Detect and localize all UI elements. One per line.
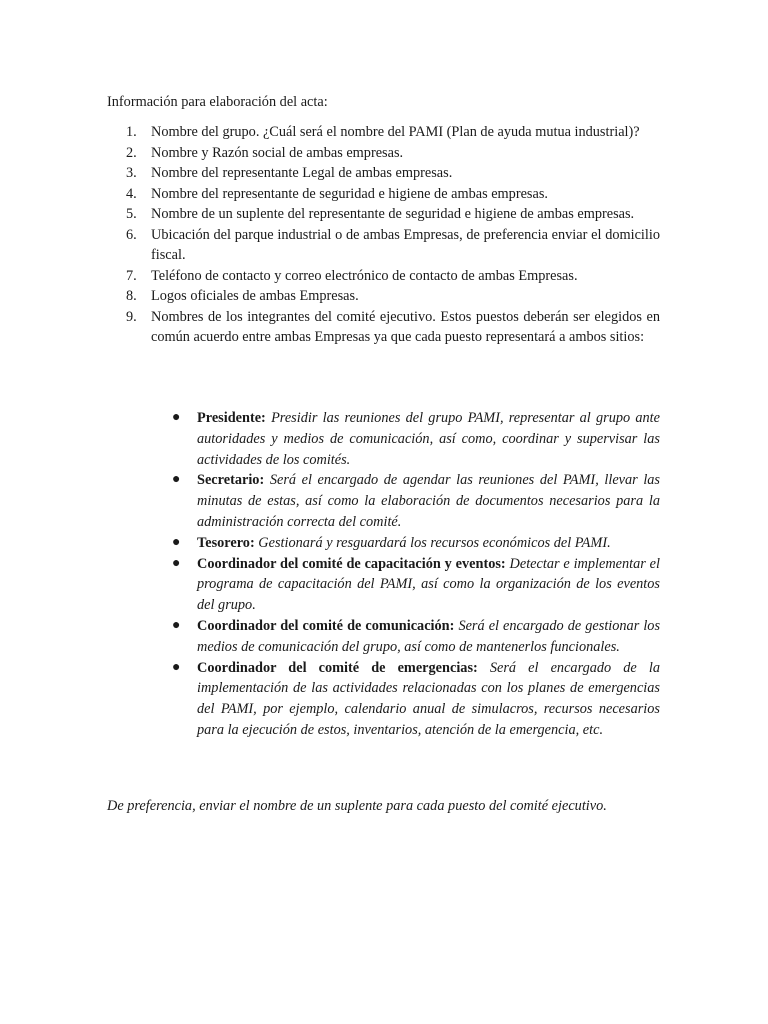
role-item [172,408,660,470]
list-item-text: Teléfono de contacto y correo electrónico de contacto de ambas Empresas. [151,267,578,284]
role-title: Tesorero: [197,534,255,551]
list-item [126,204,660,225]
role-description: Será el encargado de agendar las reuniones del PAMI, llevar las minutas de estas, así como la elaboración de documentos necesarios para la administración correcta del comité. [197,472,661,530]
list-item [126,163,660,184]
list-item-text: Nombre del grupo. ¿Cuál será el nombre del PAMI (Plan de ayuda mutua industrial)? [151,124,640,140]
list-item [126,122,660,143]
list-item [126,184,660,205]
list-number: 2. [126,144,137,161]
role-item [172,554,660,616]
role-title: Presidente: [197,410,266,426]
list-item-text: Nombre del representante Legal de ambas empresas. [151,165,453,181]
role-title: Coordinador del comité de emergencias: [197,659,478,676]
list-item [126,307,660,348]
list-number: 1. [126,124,137,140]
role-item [172,616,660,658]
list-item-text: Nombre de un suplente del representante de seguridad e higiene de ambas empresas. [151,206,635,222]
bullet-icon: ● [172,617,181,633]
list-item-text: Nombre del representante de seguridad e higiene de ambas empresas. [151,185,548,202]
list-item-text: Logos oficiales de ambas Empresas. [151,288,359,304]
list-item [126,266,660,287]
bullet-icon: ● [172,410,181,425]
list-number: 7. [126,267,137,284]
list-number: 9. [126,308,137,325]
closing-note: De preferencia, enviar el nombre de un suplente para cada puesto del comité ejecutivo. [107,798,607,814]
list-number: 6. [126,226,137,243]
list-item-text: Nombre y Razón social de ambas empresas. [151,144,404,161]
role-description: Será el encargado de la implementación de las actividades relacionadas con los planes de emergencias del PAMI, por ejemplo, calendario anual de simulacros, recursos necesarios para la ejecución de estos, inventarios, atención de la emergencia, etc. [197,659,660,738]
committee-roles-list [172,408,660,741]
info-list [126,122,660,348]
role-item [172,470,660,532]
list-item-text: Nombres de los integrantes del comité ejecutivo. Estos puestos deberán ser elegidos en común acuerdo entre ambas Empresas ya que cada puesto representará a ambos sitios: [151,308,660,345]
bullet-icon: ● [172,555,181,571]
bullet-icon: ● [172,472,181,488]
role-description: Presidir las reuniones del grupo PAMI, representar al grupo ante autoridades y medios de comunicación, así como, coordinar y supervisar las actividades de los comités. [197,410,660,468]
list-item [126,225,660,266]
role-title: Coordinador del comité de capacitación y eventos: [197,555,506,572]
role-item [172,533,660,554]
list-item-text: Ubicación del parque industrial o de ambas Empresas, de preferencia enviar el domicilio fiscal. [151,226,660,263]
role-description: Gestionará y resguardará los recursos económicos del PAMI. [258,534,611,551]
role-description: Detectar e implementar el programa de capacitación del PAMI, así como la organización de los eventos del grupo. [197,555,660,614]
role-item [172,658,660,741]
role-title: Secretario: [197,472,265,489]
list-item [126,286,660,307]
list-item [126,143,660,164]
role-description: Será el encargado de gestionar los medios de comunicación del grupo, así como de mantenerlos funcionales. [197,617,661,655]
list-number: 8. [126,288,137,304]
role-title: Coordinador del comité de comunicación: [197,617,455,634]
list-number: 3. [126,165,137,181]
list-number: 4. [126,185,137,202]
list-number: 5. [126,206,137,222]
bullet-icon: ● [172,659,181,675]
bullet-icon: ● [172,534,181,550]
intro-heading: Información para elaboración del acta: [107,94,328,110]
